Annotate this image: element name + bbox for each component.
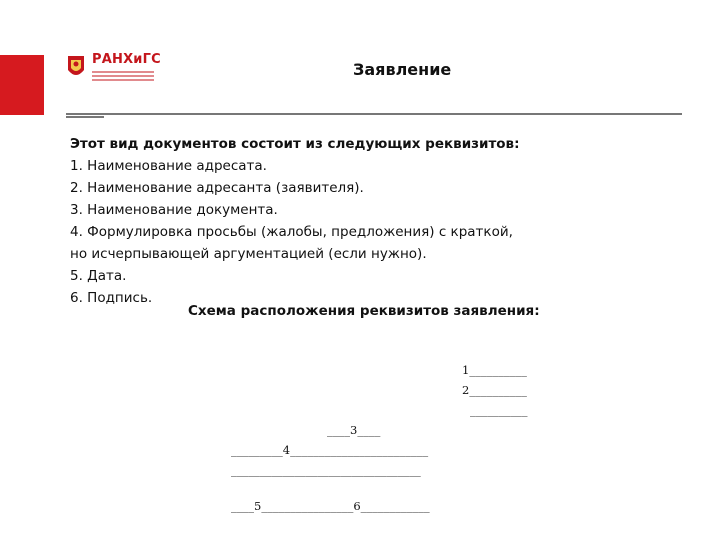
header-divider-accent bbox=[66, 116, 104, 118]
diagram-request-line: _________4________________________ bbox=[231, 443, 429, 457]
list-item: но исчерпывающей аргументацией (если нужно). bbox=[70, 246, 427, 262]
emblem-icon bbox=[66, 54, 86, 80]
list-item: 2. Наименование адресанта (заявителя). bbox=[70, 180, 364, 196]
intro-text: Этот вид документов состоит из следующих реквизитов: bbox=[70, 136, 520, 152]
list-item: 5. Дата. bbox=[70, 268, 127, 284]
ranepa-logo bbox=[66, 52, 166, 82]
logo-subtitle-lines bbox=[92, 69, 161, 81]
diagram-applicant-line-2: __________ bbox=[470, 403, 528, 417]
list-item: 6. Подпись. bbox=[70, 290, 153, 306]
logo-name: РАНХиГС bbox=[92, 52, 161, 67]
list-item: 1. Наименование адресата. bbox=[70, 158, 267, 174]
red-accent-bar bbox=[0, 55, 44, 115]
diagram-addressee-line: 1__________ bbox=[462, 363, 527, 377]
diagram-date-signature-line: ____5________________6____________ bbox=[231, 499, 430, 513]
requisites-list bbox=[70, 133, 690, 309]
schema-title: Схема расположения реквизитов заявления: bbox=[188, 303, 540, 319]
header-divider bbox=[66, 113, 682, 115]
page-title: Заявление bbox=[353, 60, 452, 79]
list-item: 3. Наименование документа. bbox=[70, 202, 278, 218]
list-item: 4. Формулировка просьбы (жалобы, предложения) с краткой, bbox=[70, 224, 513, 240]
diagram-document-name-line: ____3____ bbox=[327, 423, 381, 437]
diagram-request-line-2: _________________________________ bbox=[231, 463, 421, 477]
diagram-applicant-line: 2__________ bbox=[462, 383, 527, 397]
